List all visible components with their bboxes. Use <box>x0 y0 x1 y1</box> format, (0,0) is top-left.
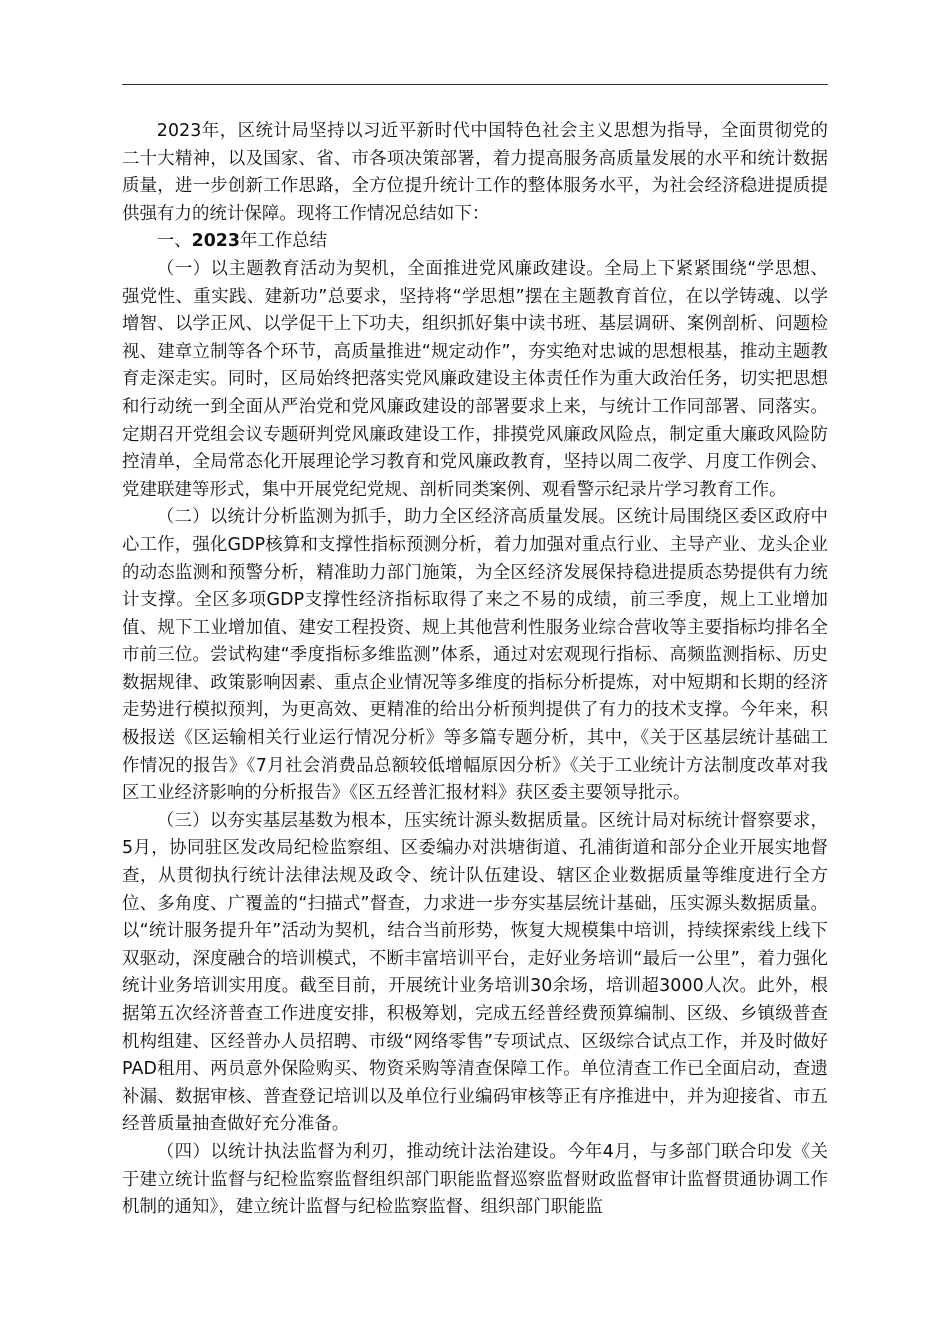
paragraph-party-building: （一）以主题教育活动为契机，全面推进党风廉政建设。全局上下紧紧围绕“学思想、强党性、重实践、建新功”总要求，坚持将“学思想”摆在主题教育首位，在以学铸魂、以学增智、以学正风、以学促干上下功夫，组织抓好集中读书班、基层调研、案例剖析、问题检视、建章立制等各个环节，高质量推进“规定动作”，夯实绝对忠诚的思想根基，推动主题教育走深走实。同时，区局始终把落实党风廉政建设主体责任作为重大政治任务，切实把思想和行动统一到全面从严治党和党风廉政建设的部署要求上来，与统计工作同部署、同落实。定期召开党组会议专题研判党风廉政建设工作，排摸党风廉政风险点，制定重大廉政风险防控清单，全局常态化开展理论学习教育和党风廉政教育，坚持以周二夜学、月度工作例会、党建联建等形式，集中开展党纪党规、剖析同类案例、观看警示纪录片学习教育工作。 <box>122 258 828 500</box>
intro-paragraph: 2023年，区统计局坚持以习近平新时代中国特色社会主义思想为指导，全面贯彻党的二十大精神，以及国家、省、市各项决策部署，着力提高服务高质量发展的水平和统计数据质量，进一步创新工作思路，全方位提升统计工作的整体服务水平，为社会经济稳进提质提供强有力的统计保障。现将工作情况总结如下： <box>122 121 828 224</box>
paragraph-law-enforcement: （四）以统计执法监督为利刃，推动统计法治建设。今年4月，与多部门联合印发《关于建立统计监督与纪检监察监督组织部门职能监督巡察监督财政监督审计监督贯通协调工作机制的通知》，建立统计监督与纪检监察监督、组织部门职能监 <box>122 1141 828 1218</box>
section-heading-prefix: 一、 <box>156 231 192 252</box>
paragraph-data-quality: （三）以夯实基层基数为根本，压实统计源头数据质量。区统计局对标统计督察要求，5月，协同驻区发改局纪检监察组、区委编办对洪塘街道、孔浦街道和部分企业开展实地督查，从贯彻执行统计法律法规及政令、统计队伍建设、辖区企业数据质量等维度进行全方位、多角度、广覆盖的“扫描式”督查，力求进一步夯实基层统计基础，压实源头数据质量。以“统计服务提升年”活动为契机，结合当前形势，恢复大规模集中培训，持续探索线上线下双驱动，深度融合的培训模式，不断丰富培训平台，走好业务培训“最后一公里”，着力强化统计业务培训实用度。截至目前，开展统计业务培训30余场，培训超3000人次。此外，根据第五次经济普查工作进度安排，积极筹划，完成五经普经费预算编制、区级、乡镇级普查机构组建、区经普办人员招聘、市级“网络零售”专项试点、区级综合试点工作，并及时做好PAD租用、两员意外保险购买、物资采购等清查保障工作。单位清查工作已全面启动，查遗补漏、数据审核、普查登记培训以及单位行业编码审核等正有序推进中，并为迎接省、市五经普质量抽查做好充分准备。 <box>122 810 828 1135</box>
section-heading <box>122 228 828 256</box>
section-heading-year: 2023 <box>191 231 240 252</box>
paragraph-statistical-analysis: （二）以统计分析监测为抓手，助力全区经济高质量发展。区统计局围绕区委区政府中心工作，强化GDP核算和支撑性指标预测分析，着力加强对重点行业、主导产业、龙头企业的动态监测和预警分析，精准助力部门施策，为全区经济发展保持稳进提质态势提供有力统计支撑。全区多项GDP支撑性经济指标取得了来之不易的成绩，前三季度，规上工业增加值、规下工业增加值、建安工程投资、规上其他营利性服务业综合营收等主要指标均排名全市前三位。尝试构建“季度指标多维监测”体系，通过对宏观现行指标、高频监测指标、历史数据规律、政策影响因素、重点企业情况等多维度的指标分析提炼，对中短期和长期的经济走势进行模拟预判，为更高效、更精准的给出分析预判提供了有力的技术支撑。今年来，积极报送《区运输相关行业运行情况分析》等多篇专题分析，其中，《关于区基层统计基础工作情况的报告》《7月社会消费品总额较低增幅原因分析》《关于工业统计方法制度改革对我区工业经济影响的分析报告》《区五经普汇报材料》获区委主要领导批示。 <box>122 507 828 804</box>
header-rule <box>122 84 828 85</box>
document-body <box>122 118 828 1222</box>
section-heading-title: 年工作总结 <box>240 231 327 252</box>
